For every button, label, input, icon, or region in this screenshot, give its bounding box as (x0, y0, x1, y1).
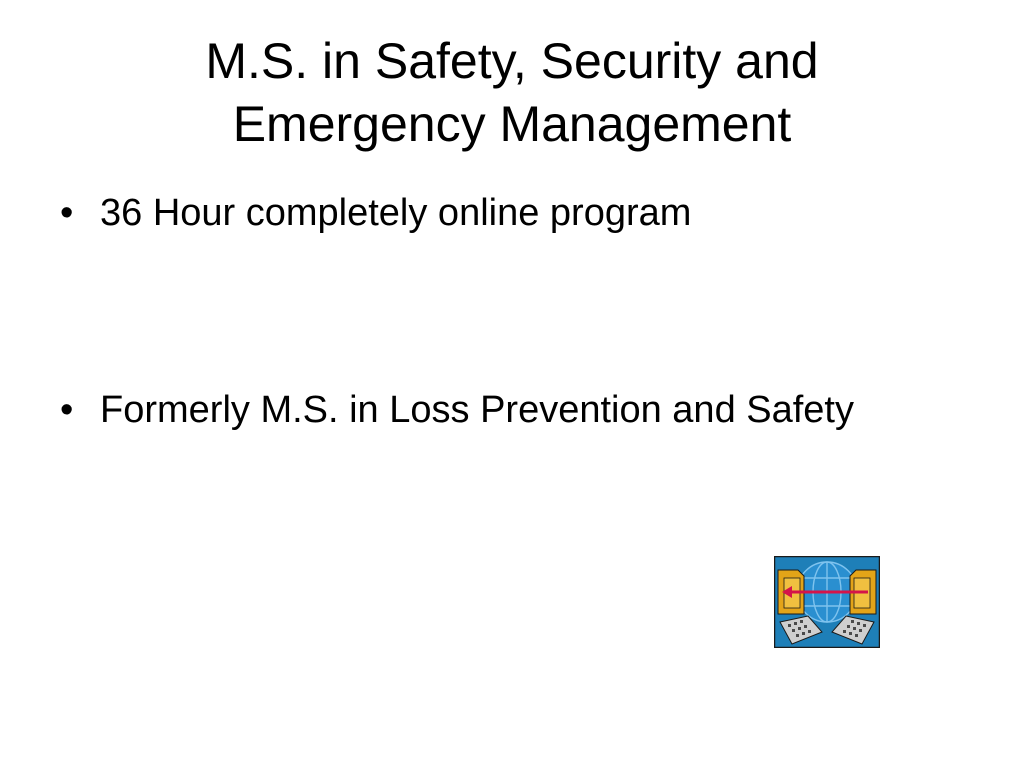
bullet-item (60, 384, 900, 437)
bullet-text: 36 Hour completely online program (100, 192, 692, 234)
title-line-1: M.S. in Safety, Security and (205, 33, 819, 89)
networked-computers-globe-icon (774, 556, 880, 648)
bullet-item (60, 187, 900, 240)
bullet-dot: • (60, 192, 74, 234)
slide-title (0, 30, 1024, 156)
bullet-dot: • (60, 389, 74, 431)
title-line-2: Emergency Management (232, 96, 792, 152)
bullet-text: Formerly M.S. in Loss Prevention and Safety (100, 389, 854, 431)
